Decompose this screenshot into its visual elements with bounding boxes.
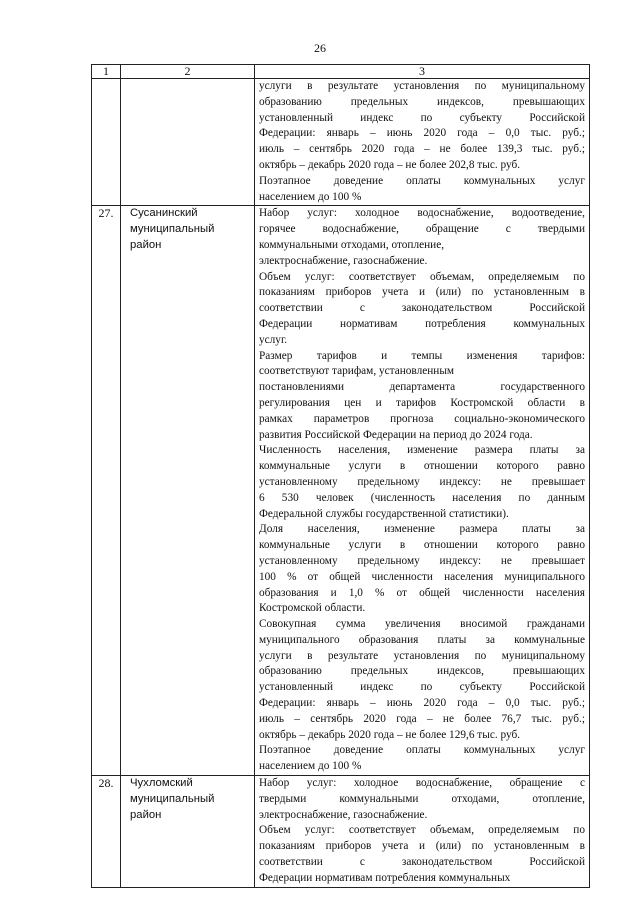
- table-row: [92, 776, 590, 888]
- description-line: электроснабжение, газоснабжение.: [259, 254, 428, 267]
- municipality-name-line: Сусанинский: [130, 207, 198, 220]
- description-line: образования и 1,0 % от общей численности населения: [259, 586, 585, 599]
- description-line: Численность населения, изменение размера платы за: [259, 444, 585, 457]
- description-line: Поэтапное доведение оплаты коммунальных услуг: [259, 744, 585, 757]
- municipality-name-line: муниципальный: [130, 223, 215, 236]
- municipality-name: [121, 776, 254, 823]
- description-line: рамках параметров прогноза социально-экономического: [259, 412, 585, 425]
- row-number-cell: [92, 79, 121, 206]
- table-header-row: [92, 65, 590, 79]
- description-line: показаниям приборов учета и (или) по установленным в: [259, 286, 585, 299]
- description-line: соответствуют тарифам, установленным: [259, 365, 455, 378]
- description-line: Доля населения, изменение размера платы за: [259, 523, 585, 536]
- municipality-name-line: муниципальный: [130, 792, 215, 805]
- description-line: услуги в результате установления по муниципальному: [259, 80, 585, 92]
- header-cell-1: 1: [92, 65, 121, 79]
- description-line: Набор услуг: холодное водоснабжение, обращение с: [259, 777, 585, 790]
- description-line: Совокупная сумма увеличения вносимой гражданами: [259, 618, 585, 631]
- header-cell-3: 3: [255, 65, 590, 79]
- description-line: соответствии с законодательством Российской: [259, 856, 585, 869]
- description-line: постановлениями департамента государственного: [259, 381, 585, 394]
- description-line: Поэтапное доведение оплаты коммунальных услуг: [259, 174, 585, 187]
- description-line: услуг.: [259, 333, 288, 346]
- description-line: услуги в результате установления по муниципальному: [259, 649, 585, 662]
- row-number: 27.: [98, 206, 114, 221]
- description-line: горячее водоснабжение, обращение с твердыми: [259, 223, 585, 236]
- description-line: октябрь – декабрь 2020 года – не более 202,8 тыс. руб.: [259, 158, 521, 171]
- description-line: развития Российской Федерации на период до 2024 года.: [259, 428, 533, 441]
- row-number-cell: [92, 206, 121, 776]
- description-line: Федерации: январь – июнь 2020 года – 0,0 тыс. руб.;: [259, 697, 585, 710]
- description-line: установленному предельному индексу: не превышает: [259, 554, 585, 567]
- header-cell-2: 2: [121, 65, 255, 79]
- description-line: Размер тарифов и темпы изменения тарифов:: [259, 349, 585, 362]
- description-line: коммунальные услуги в отношении которого равно: [259, 539, 585, 552]
- description-line: муниципального образования платы за коммунальные: [259, 633, 585, 646]
- description-line: твердыми коммунальными отходами, отопление,: [259, 792, 585, 805]
- municipality-name: [121, 206, 254, 253]
- description-line: Костромской области.: [259, 602, 366, 615]
- description-cell: [255, 776, 590, 888]
- description-line: 6 530 человек (численность населения по данным: [259, 491, 585, 504]
- description-line: июль – сентябрь 2020 года – не более 139,3 тыс. руб.;: [259, 143, 585, 156]
- description-line: показаниям приборов учета и (или) по установленным в: [259, 840, 585, 853]
- municipality-name-line: район: [130, 238, 162, 251]
- table-row: [92, 79, 590, 206]
- description-cell: [255, 79, 590, 206]
- description-text: [255, 206, 589, 775]
- description-line: июль – сентябрь 2020 года – не более 76,7 тыс. руб.;: [259, 712, 585, 725]
- description-line: соответствии с законодательством Российской: [259, 302, 585, 315]
- description-line: Федеральной службы государственной статистики).: [259, 507, 509, 520]
- description-line: коммунальные услуги в отношении которого равно: [259, 460, 585, 473]
- municipality-name-line: район: [130, 808, 162, 821]
- row-number-cell: [92, 776, 121, 888]
- row-number: 28.: [98, 776, 114, 791]
- municipality-name-line: Чухломский: [130, 777, 193, 790]
- description-line: установленный индекс по субъекту Российской: [259, 681, 585, 694]
- description-line: коммунальными отходами, отопление,: [259, 238, 445, 251]
- description-line: Набор услуг: холодное водоснабжение, водоотведение,: [259, 207, 585, 220]
- description-line: электроснабжение, газоснабжение.: [259, 808, 428, 821]
- description-line: населением до 100 %: [259, 190, 362, 203]
- description-line: 100 % от общей численности населения муниципального: [259, 570, 585, 583]
- tariff-table: [91, 64, 590, 888]
- page-number: 26: [314, 41, 326, 55]
- municipality-cell: [121, 206, 255, 776]
- description-line: октябрь – декабрь 2020 года – не более 129,6 тыс. руб.: [259, 728, 521, 741]
- description-line: населением до 100 %: [259, 760, 362, 773]
- description-line: Федерации нормативам потребления коммунальных: [259, 317, 585, 330]
- description-text: [255, 776, 589, 887]
- municipality-cell: [121, 776, 255, 888]
- description-line: установленный индекс по субъекту Российской: [259, 111, 585, 124]
- description-line: образованию предельных индексов, превышающих: [259, 95, 585, 108]
- description-line: Объем услуг: соответствует объемам, определяемым по: [259, 824, 585, 837]
- municipality-cell: [121, 79, 255, 206]
- description-line: регулирования цен и тарифов Костромской области в: [259, 396, 585, 409]
- table-row: [92, 206, 590, 776]
- description-line: установленному предельному индексу: не превышает: [259, 475, 585, 488]
- description-cell: [255, 206, 590, 776]
- description-line: Федерации нормативам потребления коммунальных: [259, 871, 511, 884]
- description-text: [255, 79, 589, 205]
- description-line: образованию предельных индексов, превышающих: [259, 665, 585, 678]
- description-line: Объем услуг: соответствует объемам, определяемым по: [259, 270, 585, 283]
- description-line: Федерации: январь – июнь 2020 года – 0,0 тыс. руб.;: [259, 127, 585, 140]
